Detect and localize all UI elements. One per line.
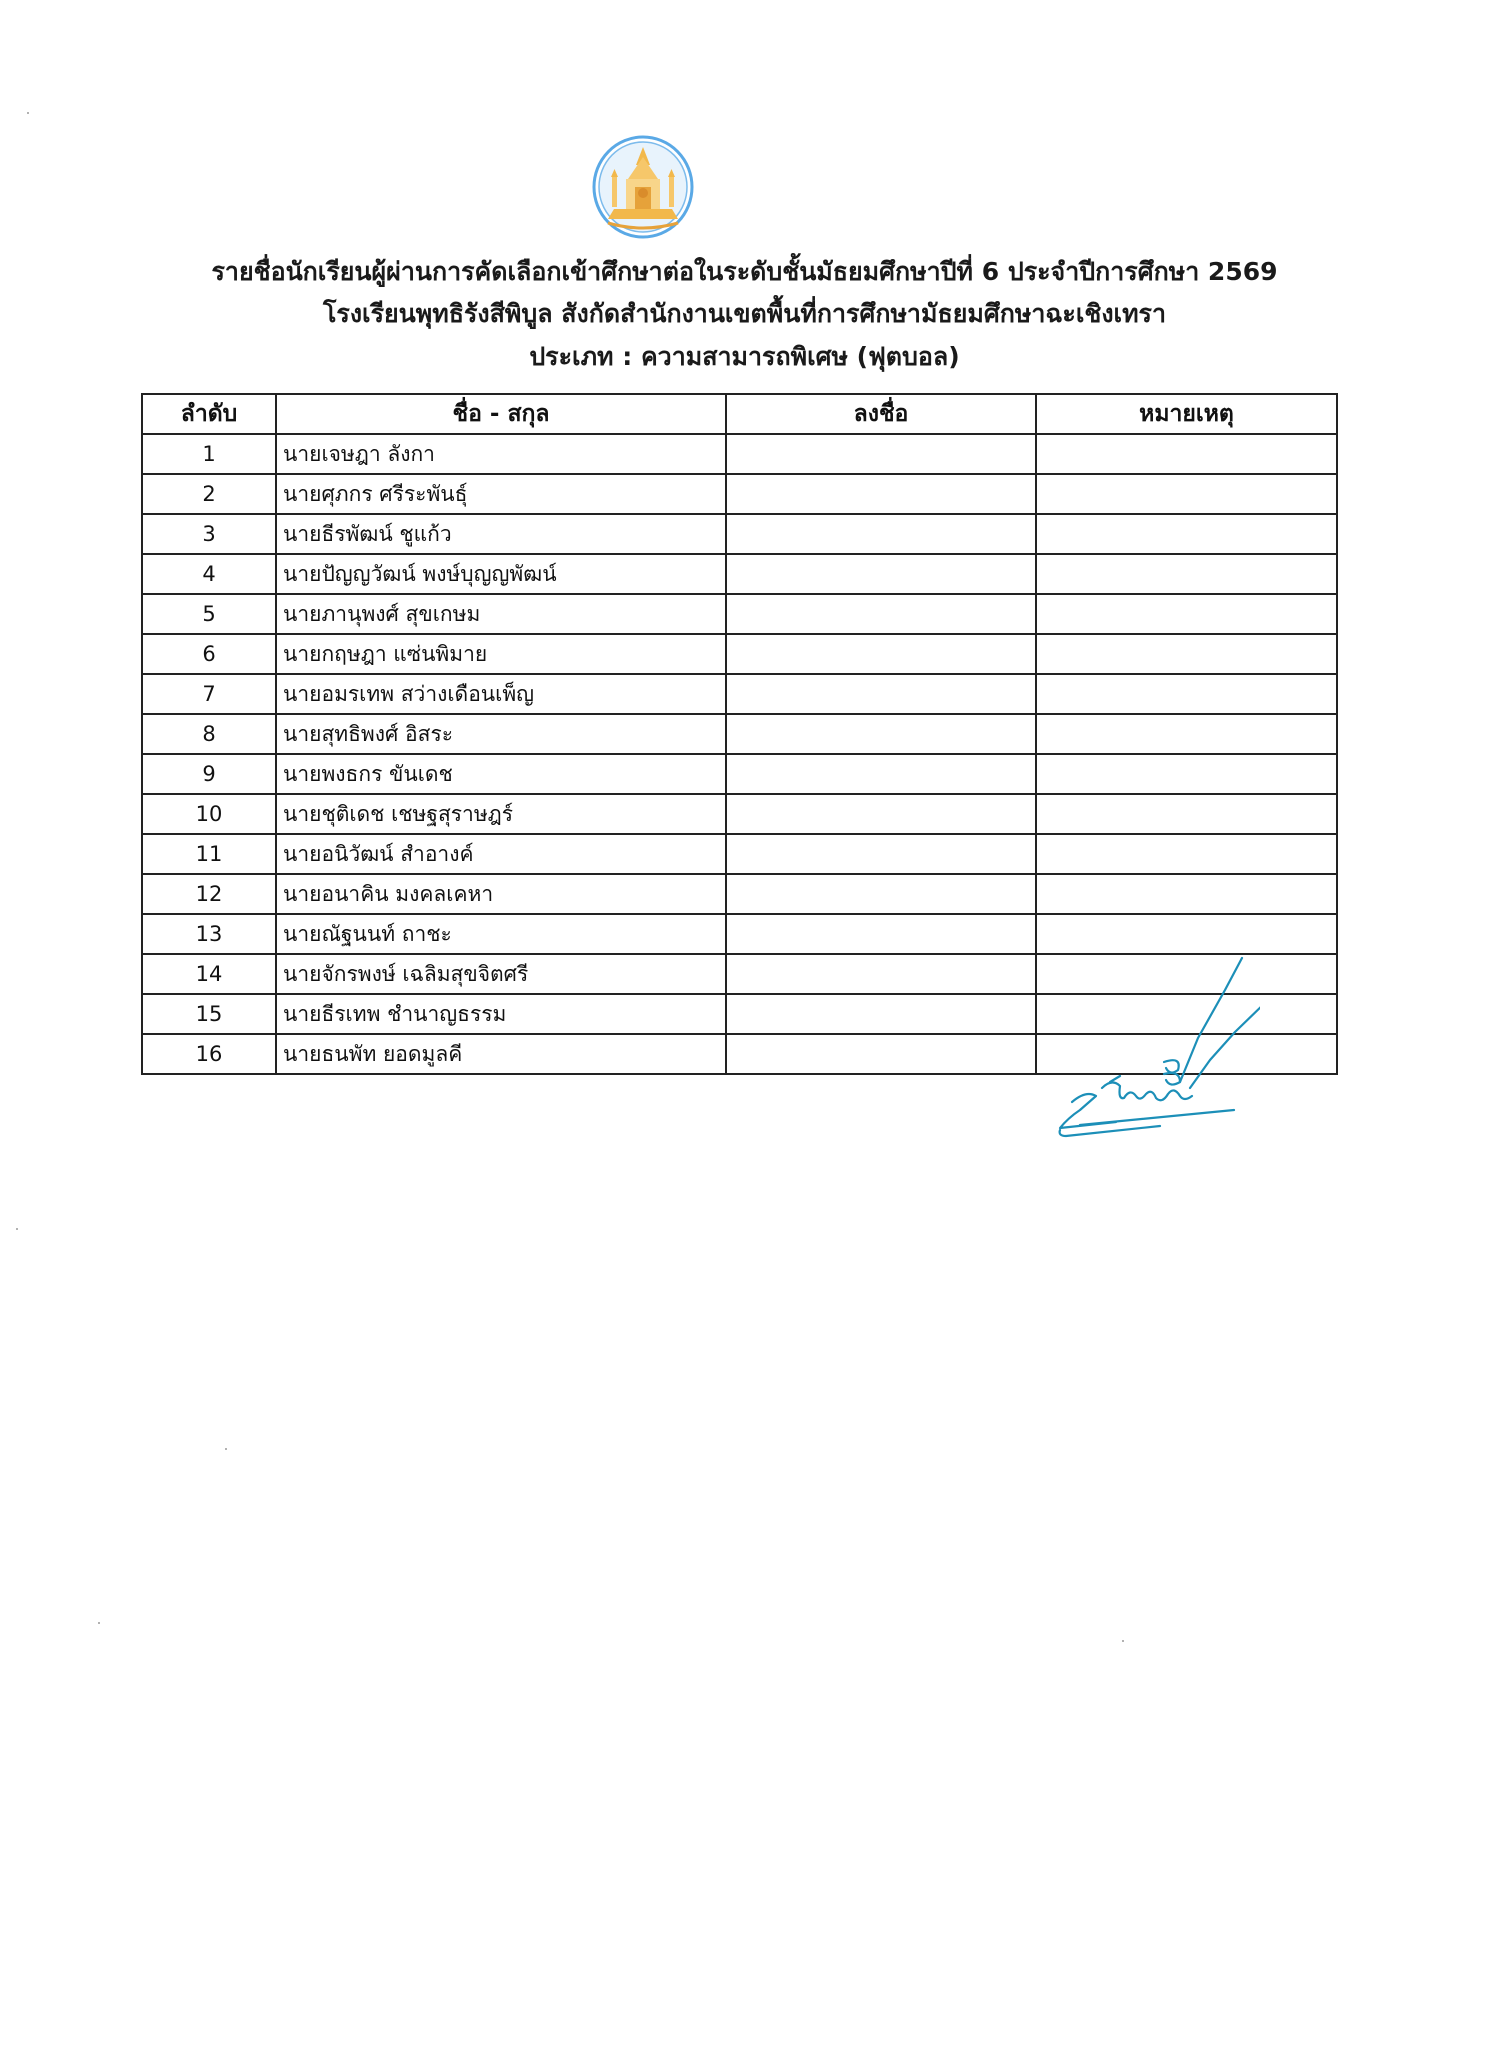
remarks-cell xyxy=(1036,914,1337,954)
student-name: นายธนพัท ยอดมูลคี xyxy=(276,1034,726,1074)
signature-cell xyxy=(726,514,1036,554)
remarks-cell xyxy=(1036,794,1337,834)
signature-cell xyxy=(726,834,1036,874)
row-number: 7 xyxy=(142,674,276,714)
signature-cell xyxy=(726,714,1036,754)
student-name: นายจักรพงษ์ เฉลิมสุขจิตศรี xyxy=(276,954,726,994)
row-number: 10 xyxy=(142,794,276,834)
column-header-order: ลำดับ xyxy=(142,394,276,434)
row-number: 3 xyxy=(142,514,276,554)
table-row xyxy=(142,754,1337,794)
signature-cell xyxy=(726,634,1036,674)
table-row xyxy=(142,474,1337,514)
remarks-cell xyxy=(1036,834,1337,874)
row-number: 13 xyxy=(142,914,276,954)
scan-speck xyxy=(16,1228,18,1230)
remarks-cell xyxy=(1036,514,1337,554)
signature-cell xyxy=(726,474,1036,514)
remarks-cell xyxy=(1036,474,1337,514)
student-name: นายศุภกร ศรีระพันธุ์ xyxy=(276,474,726,514)
student-name: นายปัญญวัฒน์ พงษ์บุญญพัฒน์ xyxy=(276,554,726,594)
row-number: 5 xyxy=(142,594,276,634)
row-number: 6 xyxy=(142,634,276,674)
student-name: นายณัฐนนท์ ถาชะ xyxy=(276,914,726,954)
row-number: 15 xyxy=(142,994,276,1034)
table-row xyxy=(142,514,1337,554)
remarks-cell xyxy=(1036,594,1337,634)
table-row xyxy=(142,674,1337,714)
signature-cell xyxy=(726,994,1036,1034)
row-number: 1 xyxy=(142,434,276,474)
table-row xyxy=(142,594,1337,634)
signature-cell xyxy=(726,914,1036,954)
signature-cell xyxy=(726,754,1036,794)
category-line: ประเภท : ความสามารถพิเศษ (ฟุตบอล) xyxy=(529,342,960,371)
table-header-row xyxy=(142,394,1337,434)
row-number: 14 xyxy=(142,954,276,994)
scan-speck xyxy=(1122,1640,1124,1642)
column-header-remarks: หมายเหตุ xyxy=(1036,394,1337,434)
remarks-cell xyxy=(1036,874,1337,914)
student-name: นายพงธกร ขันเดช xyxy=(276,754,726,794)
scan-speck xyxy=(27,112,29,114)
remarks-cell xyxy=(1036,634,1337,674)
table-row xyxy=(142,874,1337,914)
student-name: นายกฤษฎา แซ่นพิมาย xyxy=(276,634,726,674)
row-number: 16 xyxy=(142,1034,276,1074)
table-row xyxy=(142,794,1337,834)
student-name: นายเจษฎา ลังกา xyxy=(276,434,726,474)
table-row xyxy=(142,714,1337,754)
signature-cell xyxy=(726,954,1036,994)
student-name: นายธีรเทพ ชำนาญธรรม xyxy=(276,994,726,1034)
signature-cell xyxy=(726,674,1036,714)
table-row xyxy=(142,634,1337,674)
school-emblem-icon xyxy=(592,135,694,239)
remarks-cell xyxy=(1036,554,1337,594)
table-row xyxy=(142,554,1337,594)
signature-cell xyxy=(726,1034,1036,1074)
signature-cell xyxy=(726,554,1036,594)
row-number: 9 xyxy=(142,754,276,794)
row-number: 4 xyxy=(142,554,276,594)
scan-speck xyxy=(225,1448,227,1450)
signature-cell xyxy=(726,794,1036,834)
remarks-cell xyxy=(1036,674,1337,714)
column-header-signature: ลงชื่อ xyxy=(726,394,1036,434)
row-number: 11 xyxy=(142,834,276,874)
row-number: 8 xyxy=(142,714,276,754)
student-name: นายอนาคิน มงคลเคหา xyxy=(276,874,726,914)
table-row xyxy=(142,834,1337,874)
table-row xyxy=(142,914,1337,954)
document-title: รายชื่อนักเรียนผู้ผ่านการคัดเลือกเข้าศึกษาต่อในระดับชั้นมัธยมศึกษาปีที่ 6 ประจำปีการศึกษา 2569 xyxy=(211,257,1278,286)
student-name: นายชุติเดช เชษฐสุราษฎร์ xyxy=(276,794,726,834)
handwritten-signature xyxy=(1020,950,1260,1150)
student-name: นายภานุพงศ์ สุขเกษม xyxy=(276,594,726,634)
remarks-cell xyxy=(1036,754,1337,794)
student-name: นายสุทธิพงศ์ อิสระ xyxy=(276,714,726,754)
table-row xyxy=(142,434,1337,474)
signature-cell xyxy=(726,594,1036,634)
row-number: 2 xyxy=(142,474,276,514)
student-name: นายอนิวัฒน์ สำอางค์ xyxy=(276,834,726,874)
remarks-cell xyxy=(1036,434,1337,474)
signature-cell xyxy=(726,434,1036,474)
column-header-name: ชื่อ - สกุล xyxy=(276,394,726,434)
remarks-cell xyxy=(1036,714,1337,754)
signature-cell xyxy=(726,874,1036,914)
school-name: โรงเรียนพุทธิรังสีพิบูล สังกัดสำนักงานเขตพื้นที่การศึกษามัธยมศึกษาฉะเชิงเทรา xyxy=(322,299,1167,328)
student-name: นายอมรเทพ สว่างเดือนเพ็ญ xyxy=(276,674,726,714)
student-name: นายธีรพัฒน์ ชูแก้ว xyxy=(276,514,726,554)
scan-speck xyxy=(98,1622,100,1624)
row-number: 12 xyxy=(142,874,276,914)
